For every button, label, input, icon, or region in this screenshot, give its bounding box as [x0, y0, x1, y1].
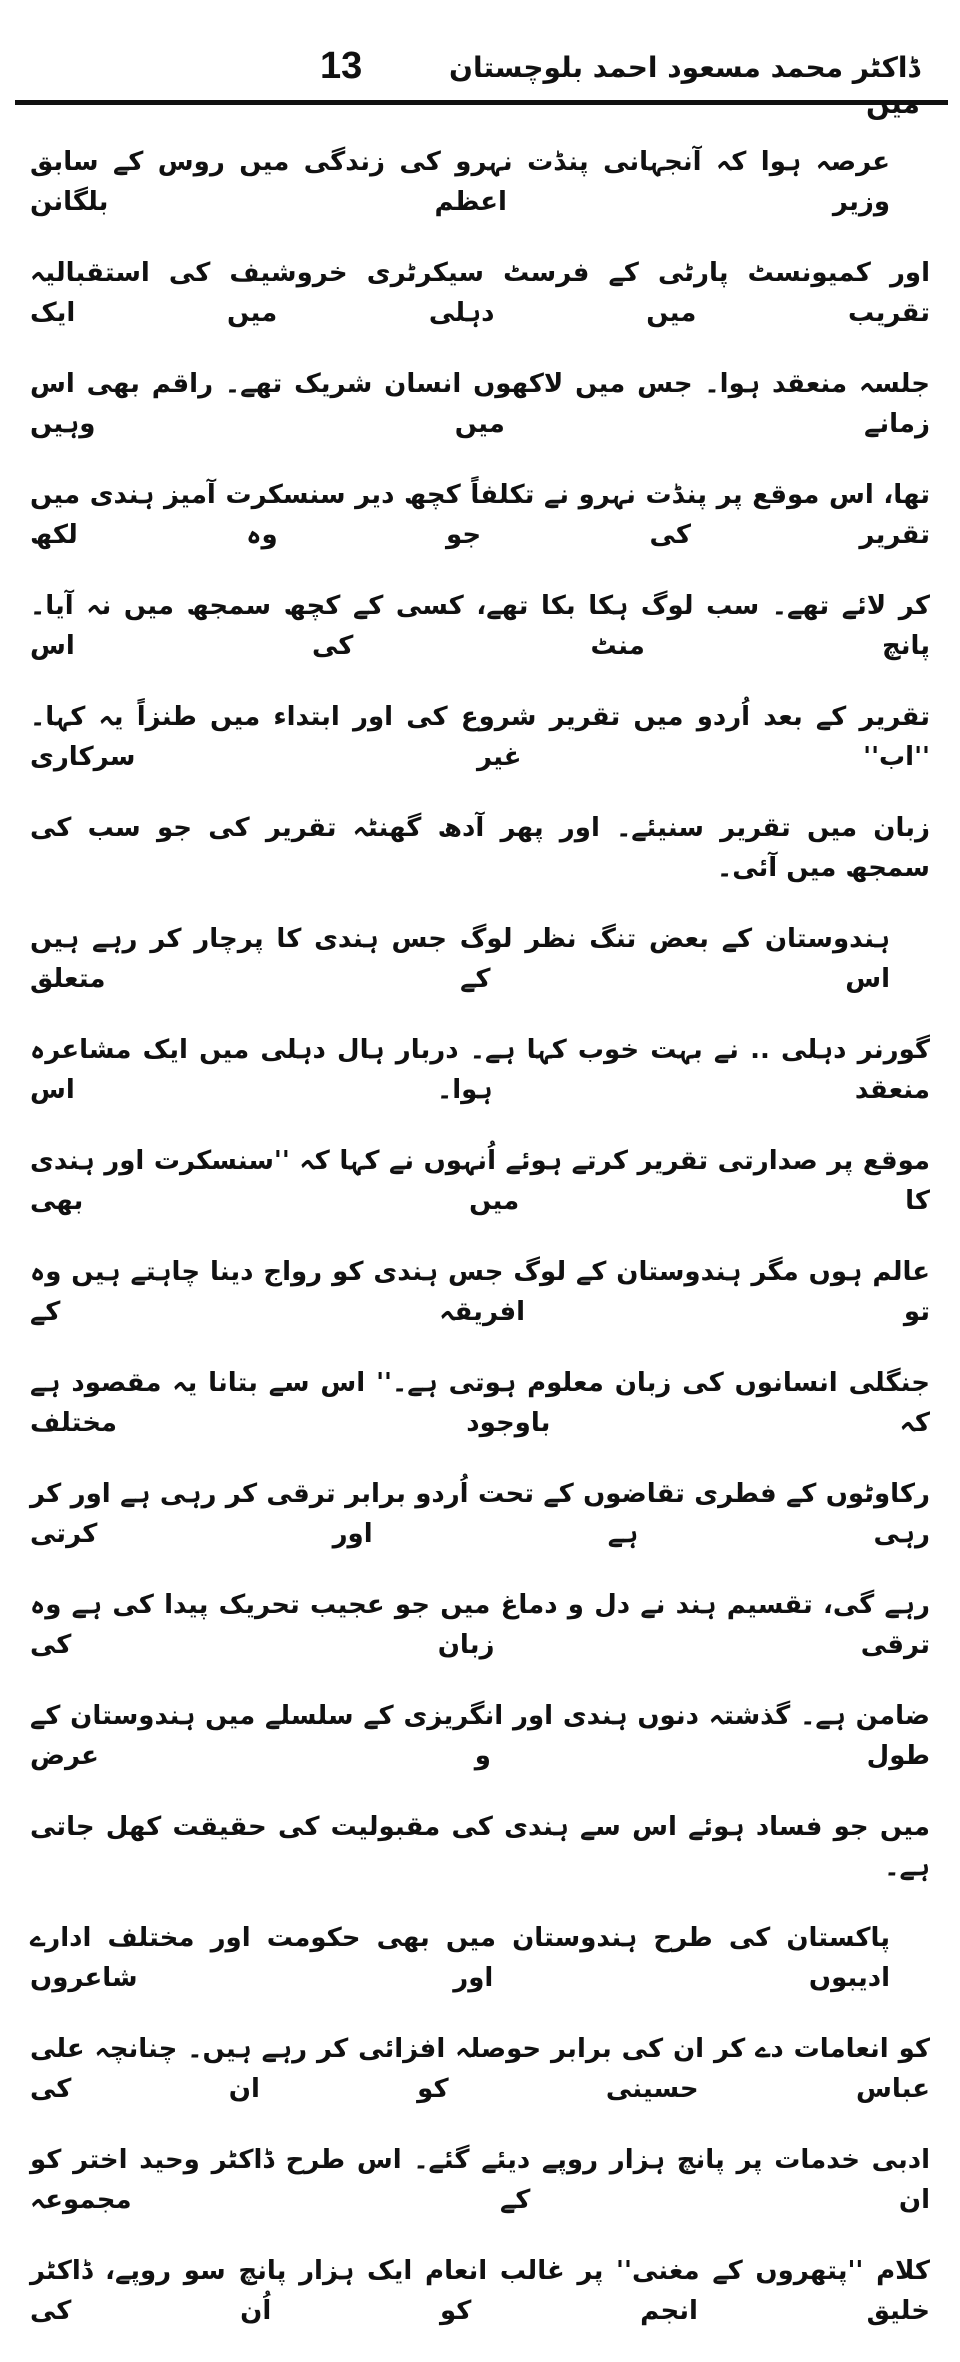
body-text: [0, 120, 960, 2331]
text-line: کو انعامات دے کر ان کی برابر حوصلہ افزائی کر رہے ہیں۔ چنانچہ علی عباس حسینی کو ان کی: [30, 2034, 930, 2104]
text-line: اور کمیونسٹ پارٹی کے فرسٹ سیکرٹری خروشیف کی استقبالیہ تقریب میں دہلی میں ایک: [30, 258, 930, 328]
text-line: تھا، اس موقع پر پنڈت نہرو نے تکلفاً کچھ دیر سنسکرت آمیز ہندی میں تقریر کی جو وہ لکھ: [30, 480, 930, 550]
page-number: 13: [320, 45, 363, 87]
text-line: رکاوٹوں کے فطری تقاضوں کے تحت اُردو برابر ترقی کر رہی ہے اور کر رہی ہے اور کرتی: [30, 1479, 930, 1549]
running-header: [0, 0, 960, 120]
text-line: عرصہ ہوا کہ آنجہانی پنڈت نہرو کی زندگی میں روس کے سابق وزیر اعظم بلگانن: [30, 147, 890, 217]
text-line: گورنر دہلی .. نے بہت خوب کہا ہے۔ دربار ہال دہلی میں ایک مشاعرہ منعقد ہوا۔ اس: [30, 1035, 930, 1105]
text-line: موقع پر صدارتی تقریر کرتے ہوئے اُنہوں نے کہا کہ ''سنسکرت اور ہندی کا میں بھی: [30, 1146, 930, 1216]
text-line: پاکستان کی طرح ہندوستان میں بھی حکومت اور مختلف ادارے ادیبوں اور شاعروں: [30, 1923, 890, 1993]
text-line: کر لائے تھے۔ سب لوگ ہکا بکا تھے، کسی کے کچھ سمجھ میں نہ آیا۔ پانچ منٹ کی اس: [30, 591, 930, 661]
text-line: ضامن ہے۔ گذشتہ دنوں ہندی اور انگریزی کے سلسلے میں ہندوستان کے طول و عرض: [30, 1701, 930, 1771]
text-line: میں جو فساد ہوئے اس سے ہندی کی مقبولیت کی حقیقت کھل جاتی ہے۔: [30, 1812, 930, 1882]
text-line: جلسہ منعقد ہوا۔ جس میں لاکھوں انسان شریک تھے۔ راقم بھی اس زمانے میں وہیں: [30, 369, 930, 439]
running-header-title: ڈاکٹر محمد مسعود احمد بلوچستان: [449, 51, 920, 84]
text-line: ہندوستان کے بعض تنگ نظر لوگ جس ہندی کا پرچار کر رہے ہیں اس کے متعلق: [30, 924, 890, 994]
text-line: رہے گی، تقسیم ہند نے دل و دماغ میں جو عجیب تحریک پیدا کی ہے وہ ترقی زبان کی: [30, 1590, 930, 1660]
header-divider: [15, 100, 948, 105]
text-line: ادبی خدمات پر پانچ ہزار روپے دیئے گئے۔ اس طرح ڈاکٹر وحید اختر کو ان کے مجموعہ: [30, 2145, 930, 2215]
text-line: زبان میں تقریر سنیئے۔ اور پھر آدھ گھنٹہ تقریر کی جو سب کی سمجھ میں آئی۔: [30, 813, 930, 883]
text-line: تقریر کے بعد اُردو میں تقریر شروع کی اور ابتداء میں طنزاً یہ کہا۔ ''اب'' غیر سرکاری: [30, 702, 930, 772]
text-line: جنگلی انسانوں کی زبان معلوم ہوتی ہے۔'' اس سے بتانا یہ مقصود ہے کہ باوجود مختلف: [30, 1368, 930, 1438]
text-line: عالم ہوں مگر ہندوستان کے لوگ جس ہندی کو رواج دینا چاہتے ہیں وہ تو افریقہ کے: [30, 1257, 930, 1327]
text-line: کلام ''پتھروں کے مغنی'' پر غالب انعام ایک ہزار پانچ سو روپے، ڈاکٹر خلیق انجم کو اُن کی: [30, 2256, 930, 2326]
